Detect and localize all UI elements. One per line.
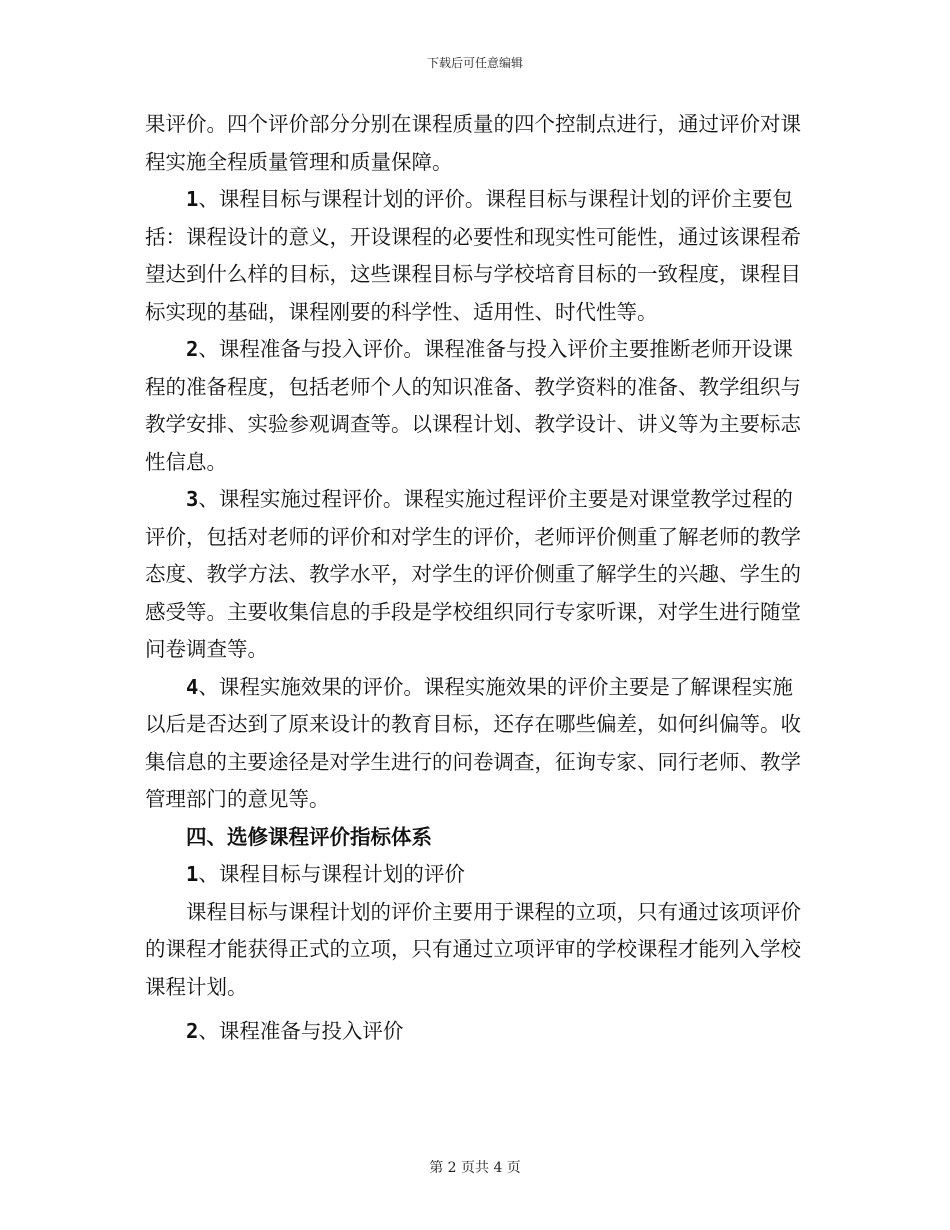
page-header: 下载后可任意编辑 [426, 56, 523, 70]
paragraph-course-approval: 课程目标与课程计划的评价主要用于课程的立项，只有通过该项评价的课程才能获得正式的立项，只有通过立项评审的学校课程才能列入学校课程计划。 [145, 899, 801, 999]
paragraph-text: 、课程目标与课程计划的评价。课程目标与课程计划的评价主要包括：课程设计的意义，开设课程的必要性和现实性可能性，通过该课程希望达到什么样的目标，这些课程目标与学校培育目标的一致程度，课程目标实现的基础，课程刚要的科学性、适用性、时代性等。 [145, 187, 801, 324]
subheading-text: 、课程准备与投入评价 [198, 1019, 404, 1043]
paragraph-course-effect-evaluation [145, 669, 810, 819]
paragraph-text: 、课程实施效果的评价。课程实施效果的评价主要是了解课程实施以后是否达到了原来设计的教育目标，还存在哪些偏差，如何纠偏等。收集信息的主要途径是对学生进行的问卷调查，征询专家、同行老师、教学管理部门的意见等。 [145, 674, 801, 811]
item-number: 3 [186, 487, 199, 511]
paragraph-course-process-evaluation [145, 481, 810, 669]
item-number: 2 [186, 1019, 199, 1043]
page-footer: 第 2 页共 4 页 [429, 1160, 521, 1176]
subheading-course-goal [145, 856, 810, 894]
subheading-text: 、课程目标与课程计划的评价 [198, 862, 465, 886]
item-number: 4 [186, 674, 199, 699]
section-heading: 四、选修课程评价指标体系 [186, 824, 432, 849]
item-number: 1 [186, 187, 199, 211]
subheading-course-preparation [145, 1013, 810, 1051]
paragraph-course-goal-evaluation [145, 181, 810, 331]
paragraph-text: 、课程实施过程评价。课程实施过程评价主要是对课堂教学过程的评价，包括对老师的评价和对学生的评价，老师评价侧重了解老师的教学态度、教学方法、教学水平，对学生的评价侧重了解学生的兴趣、学生的感受等。主要收集信息的手段是学校组织同行专家听课，对学生进行随堂问卷调查等。 [145, 487, 801, 661]
document-body [145, 106, 810, 1051]
paragraph-course-preparation-evaluation [145, 331, 810, 481]
item-number: 2 [186, 337, 199, 361]
item-number: 1 [186, 862, 199, 886]
paragraph-continuation: 果评价。四个评价部分分别在课程质量的四个控制点进行，通过评价对课程实施全程质量管理和质量保障。 [145, 112, 801, 174]
paragraph-text: 、课程准备与投入评价。课程准备与投入评价主要推断老师开设课程的准备程度，包括老师个人的知识准备、教学资料的准备、教学组织与教学安排、实验参观调查等。以课程计划、教学设计、讲义等为主要标志性信息。 [145, 337, 801, 474]
